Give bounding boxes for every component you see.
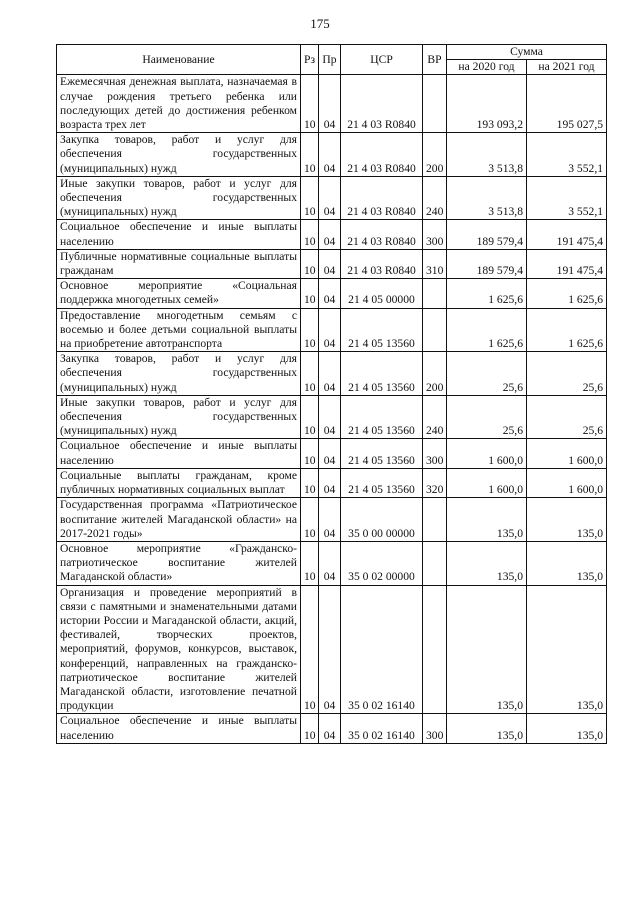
row-pr: 04 <box>319 498 341 542</box>
header-pr: Пр <box>319 45 341 75</box>
row-csr: 21 4 05 00000 <box>341 279 423 308</box>
row-rz: 10 <box>301 75 319 133</box>
table-row <box>57 249 607 278</box>
row-sum-2020: 1 600,0 <box>447 468 527 497</box>
row-csr: 21 4 03 R0840 <box>341 75 423 133</box>
table-row <box>57 541 607 585</box>
row-pr: 04 <box>319 439 341 468</box>
row-csr: 35 0 02 16140 <box>341 585 423 714</box>
row-rz: 10 <box>301 279 319 308</box>
row-sum-2021: 3 552,1 <box>527 133 607 177</box>
row-rz: 10 <box>301 585 319 714</box>
row-vr <box>423 541 447 585</box>
row-sum-2020: 135,0 <box>447 498 527 542</box>
table-row <box>57 395 607 439</box>
table-row <box>57 220 607 249</box>
row-csr: 21 4 03 R0840 <box>341 176 423 220</box>
row-csr: 21 4 05 13560 <box>341 439 423 468</box>
row-csr: 35 0 02 16140 <box>341 714 423 743</box>
header-rz: Рз <box>301 45 319 75</box>
table-body <box>57 75 607 743</box>
row-name: Публичные нормативные социальные выплаты гражданам <box>57 249 301 278</box>
row-vr <box>423 75 447 133</box>
row-rz: 10 <box>301 220 319 249</box>
row-vr: 200 <box>423 133 447 177</box>
row-sum-2020: 189 579,4 <box>447 220 527 249</box>
row-pr: 04 <box>319 249 341 278</box>
row-vr: 300 <box>423 220 447 249</box>
row-sum-2021: 1 625,6 <box>527 308 607 352</box>
row-vr <box>423 585 447 714</box>
row-vr: 240 <box>423 395 447 439</box>
row-vr: 300 <box>423 714 447 743</box>
row-csr: 35 0 02 00000 <box>341 541 423 585</box>
row-name: Государственная программа «Патриотическое воспитание жителей Магаданской области» на 2017-2021 годы» <box>57 498 301 542</box>
row-sum-2020: 189 579,4 <box>447 249 527 278</box>
header-2020: на 2020 год <box>447 60 527 75</box>
row-rz: 10 <box>301 439 319 468</box>
row-sum-2021: 25,6 <box>527 352 607 396</box>
row-csr: 21 4 05 13560 <box>341 308 423 352</box>
row-sum-2021: 135,0 <box>527 585 607 714</box>
row-sum-2021: 135,0 <box>527 498 607 542</box>
table-row <box>57 714 607 743</box>
table-row <box>57 279 607 308</box>
row-pr: 04 <box>319 352 341 396</box>
row-sum-2020: 3 513,8 <box>447 176 527 220</box>
row-sum-2020: 135,0 <box>447 714 527 743</box>
row-pr: 04 <box>319 541 341 585</box>
header-name: Наименование <box>57 45 301 75</box>
row-csr: 21 4 03 R0840 <box>341 249 423 278</box>
row-rz: 10 <box>301 498 319 542</box>
row-csr: 21 4 03 R0840 <box>341 220 423 249</box>
row-vr: 320 <box>423 468 447 497</box>
row-rz: 10 <box>301 714 319 743</box>
row-vr: 200 <box>423 352 447 396</box>
row-name: Закупка товаров, работ и услуг для обеспечения государственных (муниципальных) нужд <box>57 133 301 177</box>
row-vr: 240 <box>423 176 447 220</box>
row-sum-2020: 1 600,0 <box>447 439 527 468</box>
row-sum-2021: 1 600,0 <box>527 439 607 468</box>
row-sum-2020: 1 625,6 <box>447 308 527 352</box>
row-rz: 10 <box>301 541 319 585</box>
row-pr: 04 <box>319 395 341 439</box>
table-row <box>57 498 607 542</box>
row-pr: 04 <box>319 279 341 308</box>
row-rz: 10 <box>301 249 319 278</box>
header-sum: Сумма <box>447 45 607 60</box>
row-sum-2021: 1 600,0 <box>527 468 607 497</box>
budget-table <box>56 44 607 744</box>
row-name: Социальное обеспечение и иные выплаты населению <box>57 220 301 249</box>
table-row <box>57 176 607 220</box>
table-row <box>57 585 607 714</box>
row-csr: 35 0 00 00000 <box>341 498 423 542</box>
row-sum-2021: 195 027,5 <box>527 75 607 133</box>
table-row <box>57 468 607 497</box>
header-csr: ЦСР <box>341 45 423 75</box>
row-sum-2021: 191 475,4 <box>527 220 607 249</box>
row-name: Предоставление многодетным семьям с восемью и более детьми социальной выплаты на приобретение автотранспорта <box>57 308 301 352</box>
row-sum-2021: 191 475,4 <box>527 249 607 278</box>
row-sum-2021: 1 625,6 <box>527 279 607 308</box>
row-vr: 310 <box>423 249 447 278</box>
row-vr: 300 <box>423 439 447 468</box>
header-vr: ВР <box>423 45 447 75</box>
row-rz: 10 <box>301 468 319 497</box>
row-sum-2020: 25,6 <box>447 395 527 439</box>
row-sum-2021: 135,0 <box>527 541 607 585</box>
row-name: Иные закупки товаров, работ и услуг для обеспечения государственных (муниципальных) нужд <box>57 176 301 220</box>
row-pr: 04 <box>319 308 341 352</box>
row-name: Основное мероприятие «Социальная поддержка многодетных семей» <box>57 279 301 308</box>
row-pr: 04 <box>319 220 341 249</box>
row-sum-2021: 25,6 <box>527 395 607 439</box>
row-csr: 21 4 03 R0840 <box>341 133 423 177</box>
row-name: Закупка товаров, работ и услуг для обеспечения государственных (муниципальных) нужд <box>57 352 301 396</box>
row-csr: 21 4 05 13560 <box>341 352 423 396</box>
row-name: Организация и проведение мероприятий в связи с памятными и знаменательными датами истории России и Магаданской области, акций, фестивалей, творческих проектов, мероприятий, форумов, конкурсов, выставок, конференций, направленных на гражданско-патриотическое воспитание жителей Магаданской области, изготовление печатной продукции <box>57 585 301 714</box>
row-vr <box>423 279 447 308</box>
row-csr: 21 4 05 13560 <box>341 468 423 497</box>
row-sum-2020: 3 513,8 <box>447 133 527 177</box>
row-name: Иные закупки товаров, работ и услуг для обеспечения государственных (муниципальных) нужд <box>57 395 301 439</box>
row-rz: 10 <box>301 176 319 220</box>
row-sum-2020: 193 093,2 <box>447 75 527 133</box>
row-sum-2020: 1 625,6 <box>447 279 527 308</box>
row-csr: 21 4 05 13560 <box>341 395 423 439</box>
row-rz: 10 <box>301 133 319 177</box>
row-sum-2021: 135,0 <box>527 714 607 743</box>
row-pr: 04 <box>319 585 341 714</box>
row-rz: 10 <box>301 395 319 439</box>
header-2021: на 2021 год <box>527 60 607 75</box>
row-vr <box>423 498 447 542</box>
table-row <box>57 75 607 133</box>
table-row <box>57 308 607 352</box>
table-row <box>57 352 607 396</box>
row-pr: 04 <box>319 133 341 177</box>
row-vr <box>423 308 447 352</box>
row-sum-2020: 135,0 <box>447 585 527 714</box>
row-pr: 04 <box>319 176 341 220</box>
page-number: 175 <box>310 16 330 31</box>
table-row <box>57 439 607 468</box>
row-sum-2020: 25,6 <box>447 352 527 396</box>
row-pr: 04 <box>319 468 341 497</box>
row-pr: 04 <box>319 714 341 743</box>
row-name: Социальные выплаты гражданам, кроме публичных нормативных социальных выплат <box>57 468 301 497</box>
row-name: Основное мероприятие «Гражданско-патриотическое воспитание жителей Магаданской области» <box>57 541 301 585</box>
row-sum-2021: 3 552,1 <box>527 176 607 220</box>
row-sum-2020: 135,0 <box>447 541 527 585</box>
row-name: Ежемесячная денежная выплата, назначаемая в случае рождения третьего ребенка или последующих детей до достижения ребенком возраста трех лет <box>57 75 301 133</box>
row-rz: 10 <box>301 352 319 396</box>
table-row <box>57 133 607 177</box>
row-name: Социальное обеспечение и иные выплаты населению <box>57 714 301 743</box>
row-name: Социальное обеспечение и иные выплаты населению <box>57 439 301 468</box>
row-rz: 10 <box>301 308 319 352</box>
row-pr: 04 <box>319 75 341 133</box>
